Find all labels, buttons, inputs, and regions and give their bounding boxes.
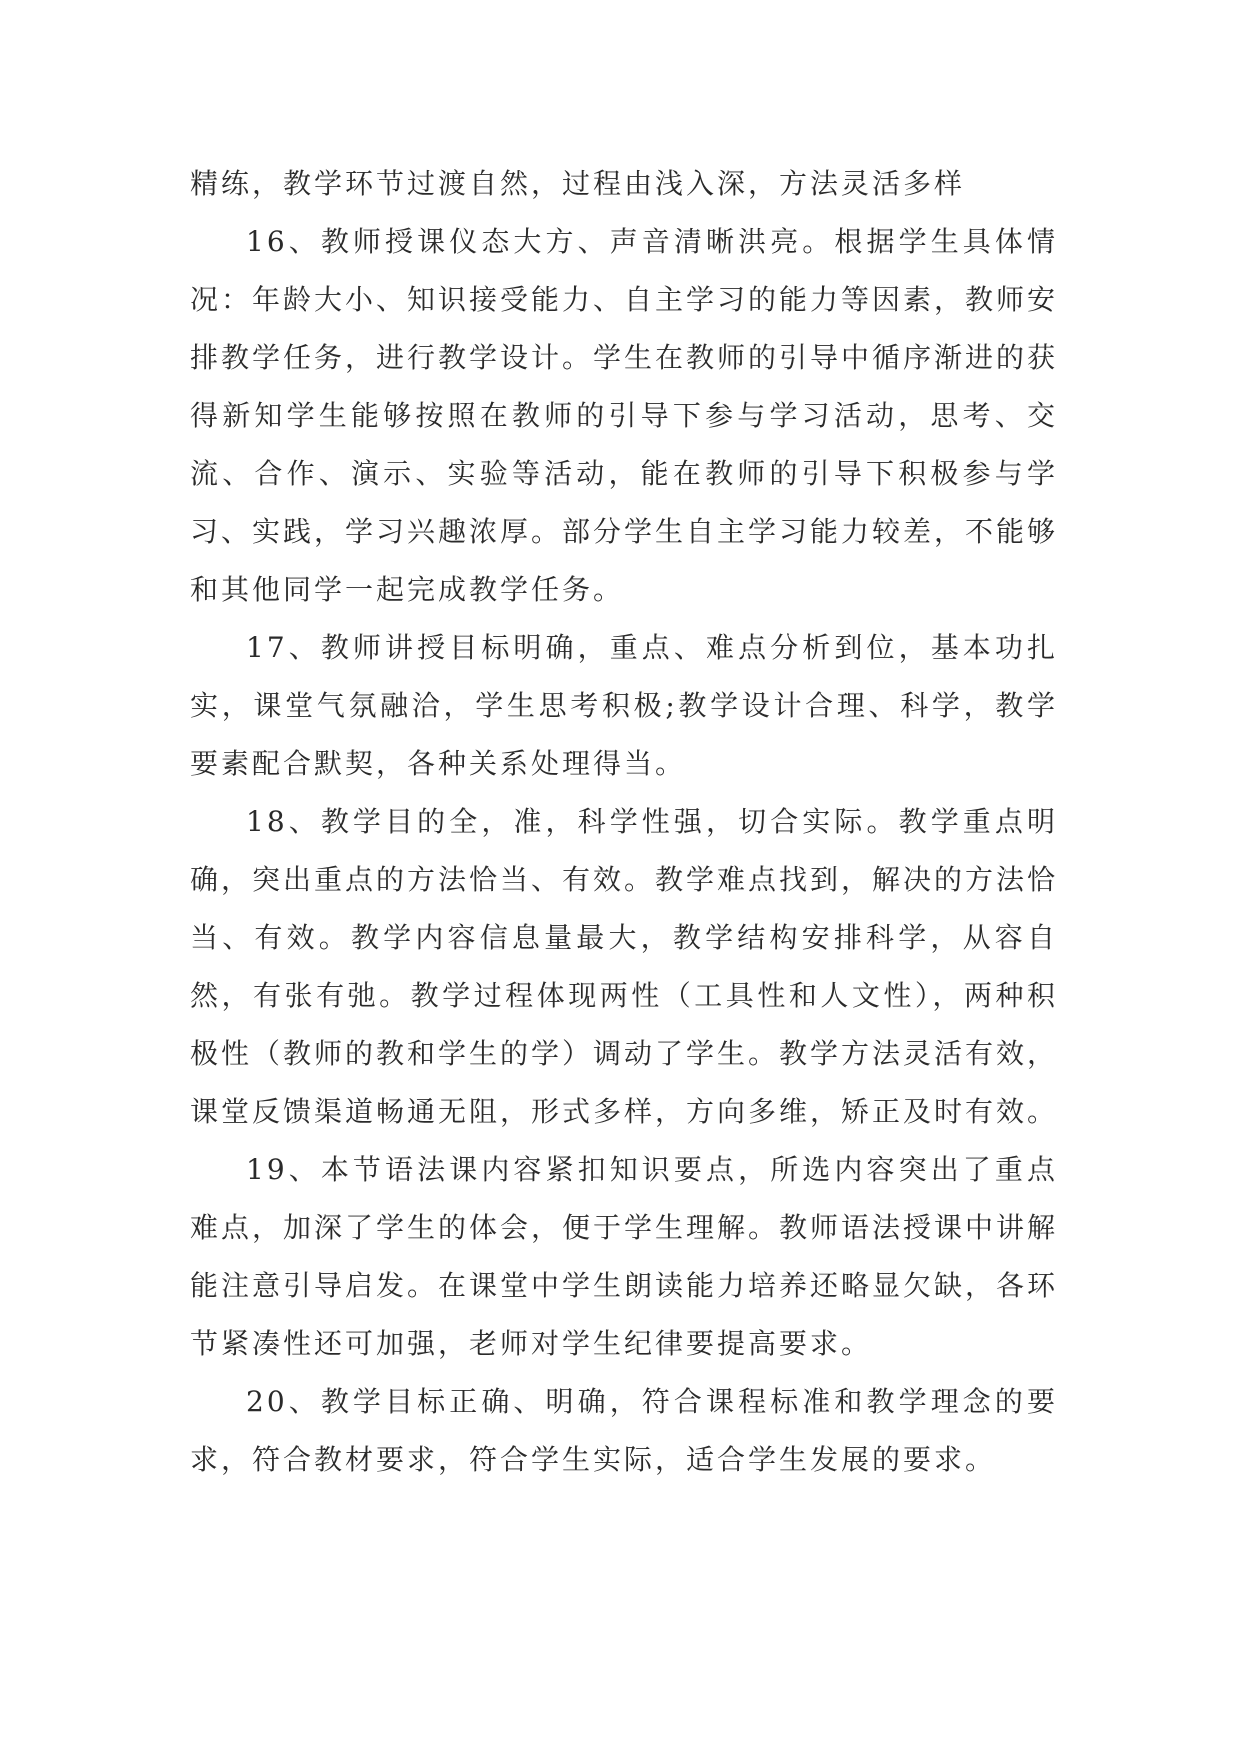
paragraph-item-19: 19、本节语法课内容紧扣知识要点，所选内容突出了重点难点，加深了学生的体会，便于学生理解。教师语法授课中讲解能注意引导启发。在课堂中学生朗读能力培养还略显欠缺，各环节紧凑性还可加强，老师对学生纪律要提高要求。 bbox=[190, 1153, 1059, 1360]
document-body bbox=[190, 155, 1058, 1489]
paragraph-item-18: 18、教学目的全，准，科学性强，切合实际。教学重点明确，突出重点的方法恰当、有效。教学难点找到，解决的方法恰当、有效。教学内容信息量最大，教学结构安排科学，从容自然，有张有弛。教学过程体现两性（工具性和人文性），两种积极性（教师的教和学生的学）调动了学生。教学方法灵活有效，课堂反馈渠道畅通无阻，形式多样，方向多维，矫正及时有效。 bbox=[190, 805, 1059, 1128]
paragraph-item-20: 20、教学目标正确、明确，符合课程标准和教学理念的要求，符合教材要求，符合学生实际，适合学生发展的要求。 bbox=[190, 1385, 1058, 1476]
paragraph-item-16: 16、教师授课仪态大方、声音清晰洪亮。根据学生具体情况：年龄大小、知识接受能力、自主学习的能力等因素，教师安排教学任务，进行教学设计。学生在教师的引导中循序渐进的获得新知学生能够按照在教师的引导下参与学习活动，思考、交流、合作、演示、实验等活动，能在教师的引导下积极参与学习、实践，学习兴趣浓厚。部分学生自主学习能力较差，不能够和其他同学一起完成教学任务。 bbox=[190, 225, 1059, 606]
paragraph-item-17: 17、教师讲授目标明确，重点、难点分析到位，基本功扎实，课堂气氛融洽，学生思考积极;教学设计合理、科学，教学要素配合默契，各种关系处理得当。 bbox=[190, 631, 1058, 780]
paragraph-continuation: 精练，教学环节过渡自然，过程由浅入深，方法灵活多样 bbox=[190, 167, 966, 200]
